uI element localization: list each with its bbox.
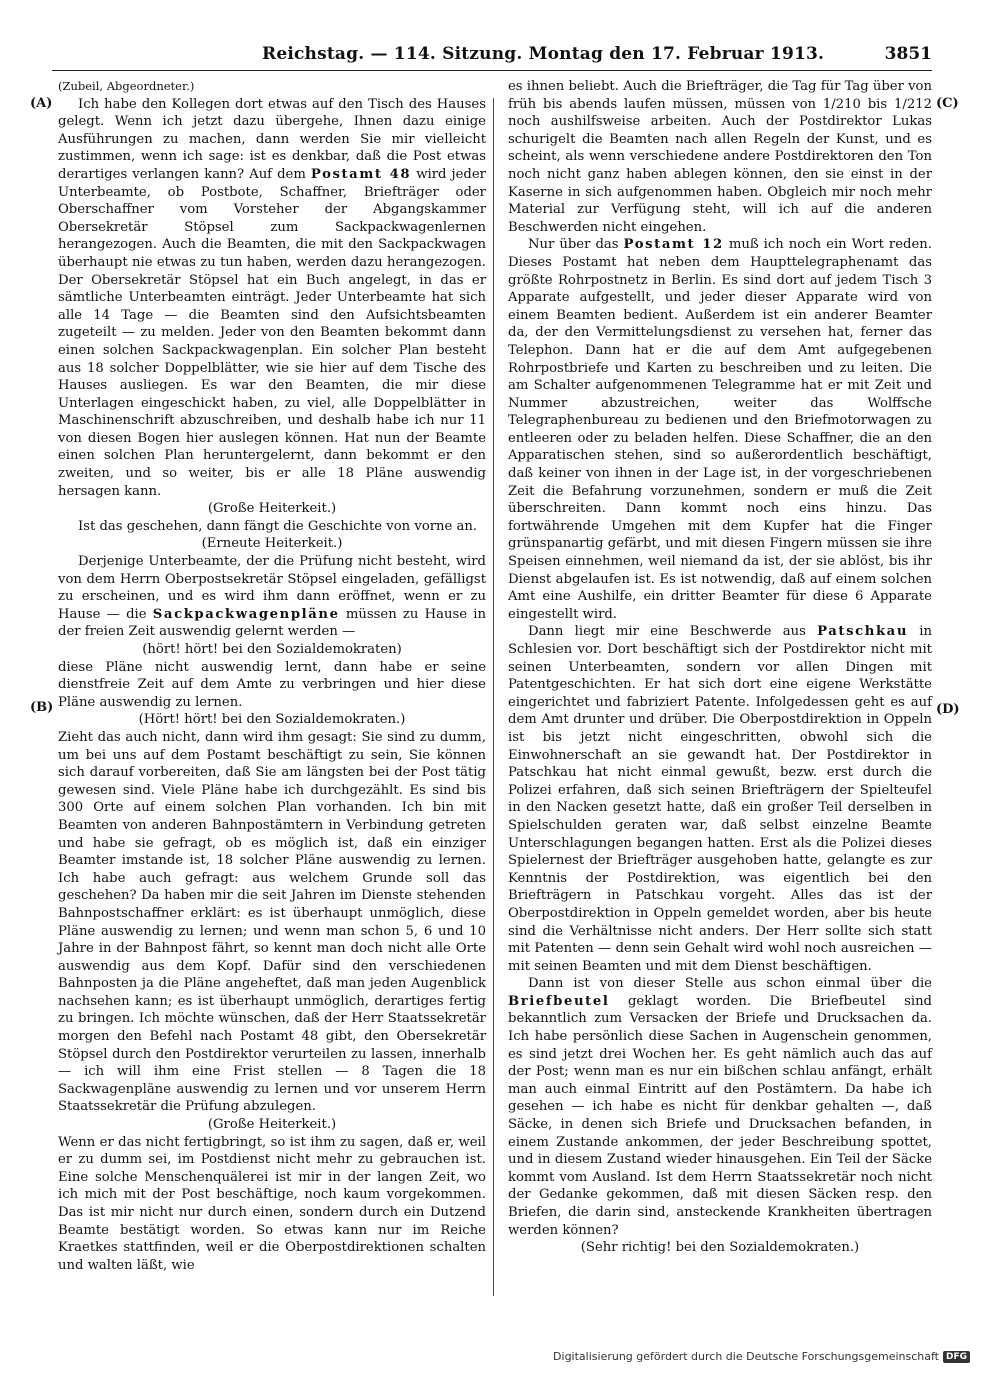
paragraph: es ihnen beliebt. Auch die Briefträger, die Tag für Tag über von früh bis abends laufen müssen, müssen von 1/210 bis 1/212 noch aushilfsweise arbeiten. Auch der Postdirektor Lukas schurigelt die Beamten nach allen Regeln der Kunst, und es scheint, als wenn verschiedene andere Postdirektoren den Ton noch nicht ganz haben ablegen können, den sie einst in der Kaserne in sich aufgenommen haben. Obgleich mir noch mehr Material zur Verfügung steht, will ich auf die anderen Beschwerden nicht eingehen.: [508, 79, 932, 235]
interjection: (Erneute Heiterkeit.): [201, 536, 343, 552]
paragraph: Dann liegt mir eine Beschwerde aus Patschkau in Schlesien vor. Dort beschäftigt sich der Postdirektor nicht mit seinen Unterbeamten, sondern vor allen Dingen mit Patentgeschichten. Er hat sich dort eine eigene Werkstätte eingerichtet und fabriziert Patente. Infolgedessen geht es auf dem Amt drunter und drüber. Die Oberpostdirektion in Oppeln ist bis jetzt nicht eingeschritten, obwohl sich die Einwohnerschaft an sie gewandt hat. Der Postdirektor in Patschkau hat nicht einmal gewußt, bezw. erst durch die Polizei erfahren, daß sich seinen Briefträgern der Spielteufel in den Nacken gesetzt hatte, daß ein großer Teil derselben in Spielschulden geraten war, daß selbst einzelne Beamte Unterschlagungen begangen hatten. Erst als die Polizei dieses Spielernest der Briefträger ausgehoben hatte, gelangte es zur Kenntnis der Postdirektion, was eigentlich bei den Briefträgern in Patschkau vorgeht. Alles das ist der Oberpostdirektion in Oppeln gemeldet worden, aber bis heute sind die Verhältnisse nicht anders. Der Herr sollte sich statt mit Patenten — denn sein Gehalt wird wohl noch ausreichen — mit seinen Beamten und mit dem Dienst beschäftigen.: [508, 624, 932, 974]
left-column: [58, 78, 486, 1274]
paragraph: Derjenige Unterbeamte, der die Prüfung nicht besteht, wird von dem Herrn Oberpostsekretär Stöpsel eingeladen, gefälligst zu erscheinen, und es wird ihm dann eröffnet, wenn er zu Hause — die Sackpackwagenpläne müssen zu Hause in der freien Zeit auswendig gelernt werden —: [58, 554, 486, 640]
emphasis: Briefbeutel: [508, 993, 610, 1009]
right-column: [508, 78, 932, 1257]
margin-marker-a: (A): [30, 96, 53, 111]
speaker-line: (Zubeil, Abgeordneter.): [58, 79, 195, 93]
dfg-logo-icon: DFG: [943, 1351, 970, 1363]
emphasis: Postamt 48: [310, 166, 412, 182]
footer-credit: [553, 1350, 970, 1363]
page-number: 3851: [884, 44, 932, 64]
margin-marker-c: (C): [936, 96, 959, 111]
margin-marker-b: (B): [30, 700, 54, 715]
interjection: (Große Heiterkeit.): [207, 1117, 337, 1133]
footer-text: Digitalisierung gefördert durch die Deutsche Forschungsgemeinschaft: [553, 1350, 939, 1363]
column-divider: [493, 98, 494, 1296]
interjection: (Hört! hört! bei den Sozialdemokraten.): [138, 712, 406, 728]
paragraph: Zieht das auch nicht, dann wird ihm gesagt: Sie sind zu dumm, um bei uns auf dem Postamt beschäftigt zu sein, Sie können sich darauf vorbereiten, daß Sie am längsten bei der Post tätig gewesen sind. Viele Pläne habe ich durchgezählt. Es sind bis 300 Orte auf einem solchen Plan vorhanden. Ich bin mit Beamten von anderen Bahnpostämtern in Verbindung getreten und habe sie gefragt, ob es möglich ist, daß ein einziger Beamter imstande ist, 18 solcher Pläne auswendig zu lernen. Ich habe auch gefragt: aus welchem Grunde soll das geschehen? Da haben mir die seit Jahren im Dienste stehenden Bahnpostschaffner erklärt: es ist überhaupt unmöglich, diese Pläne auswendig zu lernen; und wenn man schon 5, 6 und 10 Jahre in der Bahnpost fährt, so kennt man doch nicht alle Orte auswendig aus dem Kopf. Dafür sind den verschiedenen Bahnposten ja die Pläne angeheftet, daß man jeden Augenblick nachsehen kann; es ist überhaupt unmöglich, derartiges fertig zu bringen. Ich möchte wünschen, daß der Herr Staatssekretär morgen den Befehl nach Postamt 48 gibt, den Obersekretär Stöpsel durch den Postdirektor verurteilen zu lassen, innerhalb — ich will ihm eine Frist stellen — 8 Tagen die 18 Sackwagenpläne auswendig zu lernen und vor unserem Herrn Staatssekretär die Prüfung abzulegen.: [58, 729, 486, 1115]
page-header: [52, 44, 932, 71]
paragraph: Wenn er das nicht fertigbringt, so ist ihm zu sagen, daß er, weil er zu dumm sei, im Postdienst nicht mehr zu gebrauchen ist. Eine solche Menschenquälerei ist mir in der langen Zeit, wo ich mich mit der Post beschäftige, noch kaum vorgekommen. Das ist mir nicht nur durch einen, sondern durch ein Dutzend Beamte bestätigt worden. So etwas kann nur im Reiche Kraetkes stattfinden, weil er die Oberpostdirektionen schalten und walten läßt, wie: [58, 1134, 486, 1273]
paragraph: Dann ist von dieser Stelle aus schon einmal über die Briefbeutel geklagt worden. Die Briefbeutel sind bekanntlich zum Versacken der Briefe und Drucksachen da. Ich habe persönlich diese Sachen in Augenschein genommen, es sind jetzt drei Wochen her. Es geht nämlich auch das auf der Post; wenn man es nur ein bißchen schlau anfängt, erhält man auch einmal Eintritt auf den Postämtern. Da habe ich gesehen — ich habe es nicht für denkbar gehalten —, daß Säcke, in denen sich Briefe und Drucksachen befanden, in einem Zustande ankommen, der jeder Beschreibung spottet, und in diesem Zustand wieder hinausgehen. Ein Teil der Säcke kommt vom Ausland. Ist dem Herrn Staatssekretär noch nicht der Gedanke gekommen, daß mit diesen Säcken resp. den Briefen, die darin sind, ansteckende Krankheiten übertragen werden können?: [508, 976, 932, 1238]
paragraph: diese Pläne nicht auswendig lernt, dann habe er seine dienstfreie Zeit auf dem Amte zu verbringen und hier diese Pläne auswendig zu lernen.: [58, 659, 486, 710]
paragraph: Nur über das Postamt 12 muß ich noch ein Wort reden. Dieses Postamt hat neben dem Haupttelegraphenamt das größte Rohrpostnetz in Berlin. Es sind dort auf jedem Tisch 3 Apparate aufgestellt, und jeder dieser Apparate wird von einem Beamten bedient. Außerdem ist ein anderer Beamter da, der den Vermittelungsdienst zu versehen hat, ferner das Telephon. Dann hat er die auf dem Amt aufgegebenen Rohrpostbriefe und Karten zu beschreiben und zu leiten. Die am Schalter aufgenommenen Telegramme hat er mit Zeit und Nummer abzustreichen, weiter das Wolffsche Telegraphenbureau zu bedienen und den Briefmotorwagen zu entleeren oder zu beladen helfen. Diese Schaffner, die an den Apparatischen stehen, sind so außerordentlich beschäftigt, daß keiner von ihnen in der Lage ist, in der vorgeschriebenen Zeit die Befahrung vorzunehmen, sondern er muß die Zeit überschreiten. Dann kommt noch eins hinzu. Das fortwährende Umgehen mit dem Kupfer hat die Finger grünspanartig gefärbt, und mit diesen Fingern müssen sie ihre Speisen einnehmen, weil niemand da ist, der sie ablöst, bis ihr Dienst abgelaufen ist. Es ist notwendig, daß auf einem solchen Amt eine Aushilfe, ein dritter Beamter für diese 6 Apparate eingestellt wird.: [508, 237, 932, 622]
emphasis: Postamt 12: [623, 237, 724, 253]
paragraph: Ist das geschehen, dann fängt die Geschichte von vorne an.: [78, 518, 478, 534]
interjection: (Große Heiterkeit.): [207, 501, 337, 517]
interjection: (hört! hört! bei den Sozialdemokraten): [142, 642, 402, 657]
running-title: Reichstag. — 114. Sitzung. Montag den 17. Februar 1913.: [262, 44, 825, 64]
interjection: (Sehr richtig! bei den Sozialdemokraten.): [580, 1240, 860, 1256]
emphasis: Patschkau: [817, 624, 909, 640]
emphasis: Sackpackwagenpläne: [152, 606, 340, 622]
margin-marker-d: (D): [936, 702, 960, 717]
paragraph: Ich habe den Kollegen dort etwas auf den Tisch des Hauses gelegt. Wenn ich jetzt dazu übergehe, Ihnen dazu einige Ausführungen zu machen, dann werden Sie mir vielleicht zustimmen, wenn ich sage: ist es denkbar, daß die Post etwas derartiges verlangen kann? Auf dem Postamt 48 wird jeder Unterbeamte, ob Postbote, Schaffner, Briefträger oder Oberschaffner vom Vorsteher der Abgangskammer Obersekretär Stöpsel zum Sackpackwagenlernen herangezogen. Auch die Beamten, die mit den Sackpackwagen überhaupt nie etwas zu tun haben, werden dazu herangezogen. Der Obersekretär Stöpsel hat ein Buch angelegt, in das er sämtliche Unterbeamten einträgt. Jeder Unterbeamte hat sich alle 14 Tage — die Beamten sind den Aufsichtsbeamten zugeteilt — zu melden. Jeder von den Beamten bekommt dann einen solchen Sackpackwagenplan. Ein solcher Plan besteht aus 18 solcher Doppelblätter, wie sie hier auf dem Tische des Hauses ausliegen. Es war den Beamten, die mir diese Unterlagen eingeschickt haben, zu viel, alle Doppelblätter in Maschinenschrift abzuschreiben, und deshalb habe ich nur 11 von diesen Bogen hier auslegen können. Hat nun der Beamte einen solchen Plan heruntergelernt, dann bekommt er den zweiten, und so weiter, bis er alle 18 Pläne auswendig hersagen kann.: [58, 96, 486, 499]
